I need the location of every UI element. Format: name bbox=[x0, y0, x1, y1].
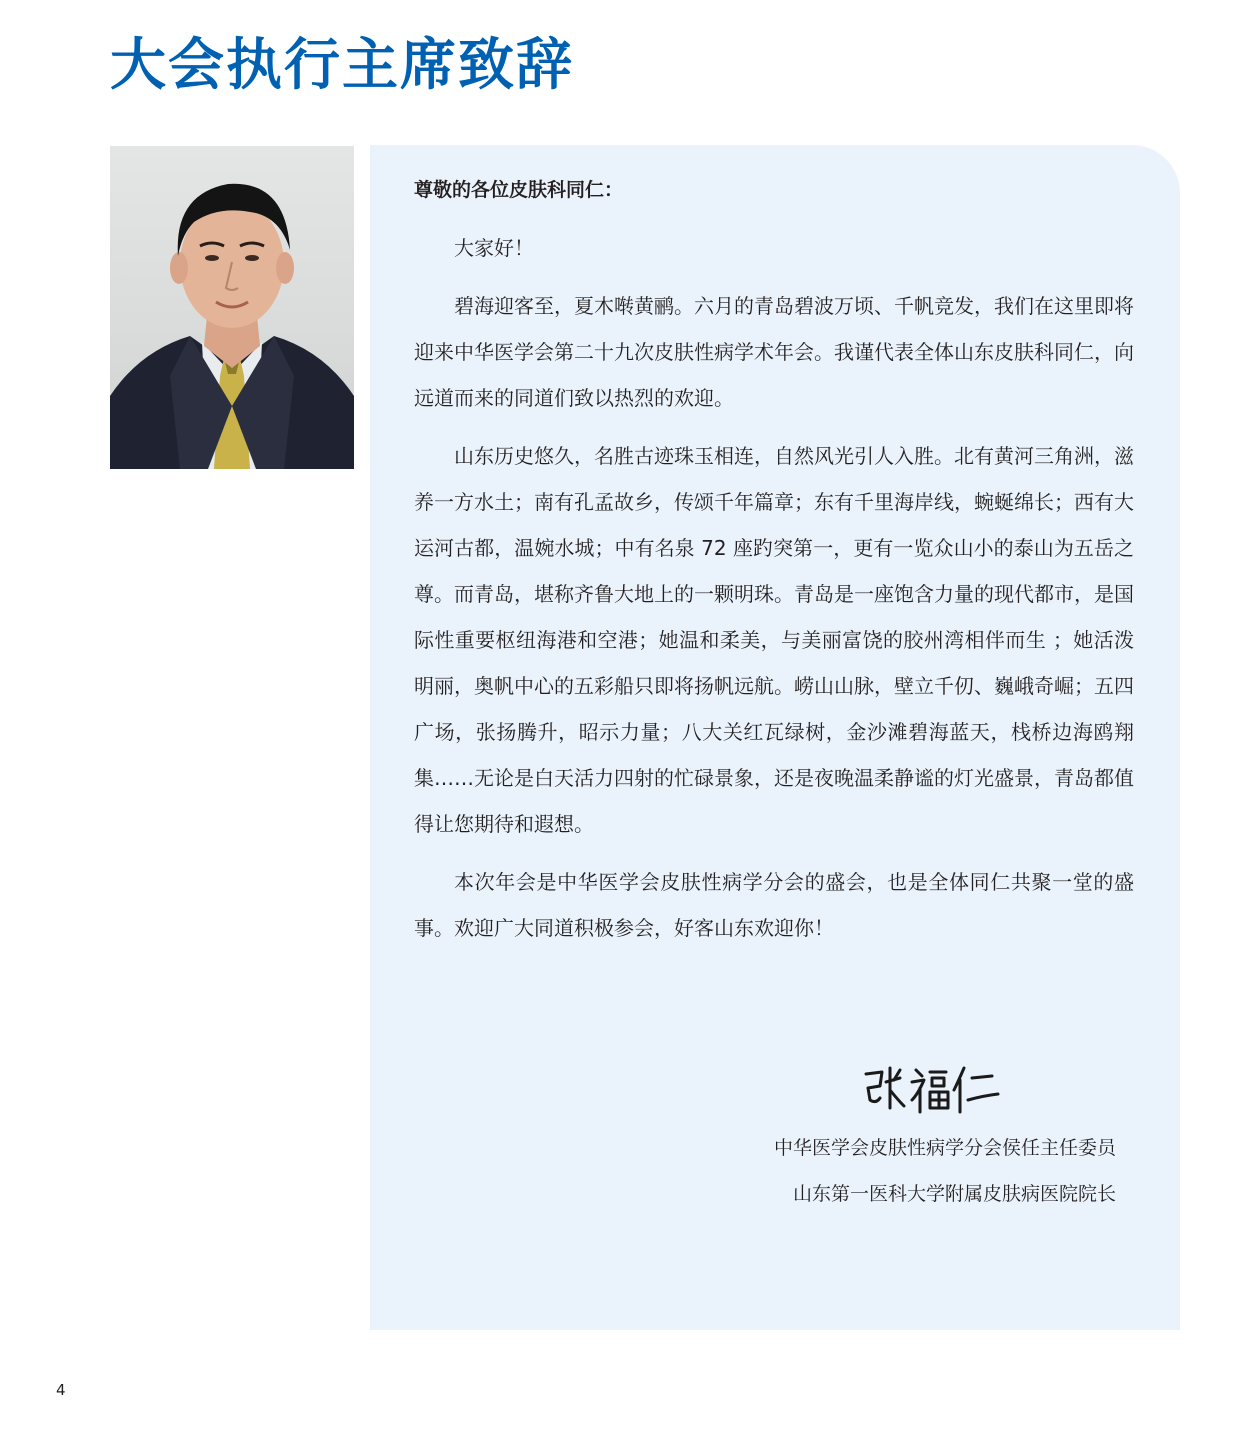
salutation: 尊敬的各位皮肤科同仁： bbox=[414, 179, 624, 201]
page-title: 大会执行主席致辞 bbox=[110, 33, 574, 98]
portrait-illustration bbox=[110, 146, 354, 469]
portrait-photo bbox=[110, 146, 354, 469]
signer-titles bbox=[774, 1125, 1116, 1217]
letter-body bbox=[414, 167, 1134, 963]
greeting-paragraph: 大家好！ bbox=[454, 236, 534, 260]
letter-panel bbox=[370, 145, 1180, 1330]
closing-paragraph: 本次年会是中华医学会皮肤性病学分会的盛会，也是全体同仁共聚一堂的盛事。欢迎广大同道积极参会，好客山东欢迎你！ bbox=[414, 870, 1134, 940]
page-number: 4 bbox=[56, 1381, 66, 1399]
handwritten-signature bbox=[860, 1060, 1000, 1120]
welcome-paragraph: 碧海迎客至，夏木啭黄鹂。六月的青岛碧波万顷、千帆竞发，我们在这里即将迎来中华医学会第二十九次皮肤性病学术年会。我谨代表全体山东皮肤科同仁，向远道而来的同道们致以热烈的欢迎。 bbox=[414, 294, 1134, 410]
signer-title-2: 山东第一医科大学附属皮肤病医院院长 bbox=[792, 1183, 1116, 1205]
shandong-paragraph: 山东历史悠久，名胜古迹珠玉相连，自然风光引人入胜。北有黄河三角洲，滋养一方水土；南有孔孟故乡，传颂千年篇章；东有千里海岸线，蜿蜒绵长；西有大运河古都，温婉水城；中有名泉 72 座趵突第一，更有一览众山小的泰山为五岳之尊。而青岛，堪称齐鲁大地上的一颗明珠。青岛是一座饱含力量的现代都市，是国际性重要枢纽海港和空港；她温和柔美，与美丽富饶的胶州湾相伴而生 ；她活泼明丽，奥帆中心的五彩船只即将扬帆远航。崂山山脉，壁立千仞、巍峨奇崛；五四广场，张扬腾升，昭示力量；八大关红瓦绿树，金沙滩碧海蓝天，栈桥边海鸥翔集……无论是白天活力四射的忙碌景象，还是夜晚温柔静谧的灯光盛景，青岛都值得让您期待和遐想。 bbox=[414, 444, 1134, 836]
signature-graphic bbox=[860, 1060, 1000, 1120]
signer-title-1: 中华医学会皮肤性病学分会侯任主任委员 bbox=[773, 1137, 1116, 1159]
